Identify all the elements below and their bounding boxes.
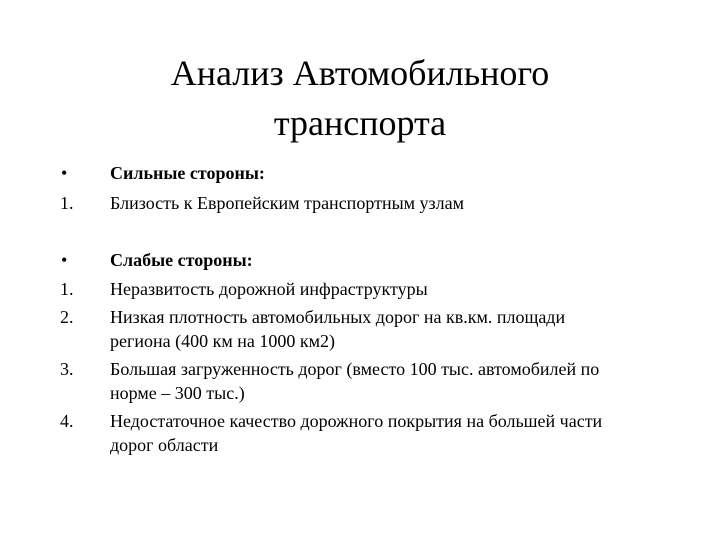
slide-title-line-2: транспорта [273,103,447,143]
strengths-heading: Сильные стороны: [110,163,265,183]
list-item-text: Близость к Европейским транспортным узлам [110,193,465,213]
list-number: 1. [60,279,74,299]
list-item-text: Низкая плотность автомобильных дорог на кв.км. площади [110,307,566,327]
list-item-text: региона (400 км на 1000 км2) [110,331,336,351]
bullet-marker: • [61,250,68,270]
list-item-text: Недостаточное качество дорожного покрытия на большей части [110,411,603,431]
weaknesses-heading: Слабые стороны: [110,250,253,270]
list-number: 2. [60,307,74,327]
list-number: 4. [60,411,74,431]
list-item-text: норме – 300 тыс.) [110,383,245,403]
slide-title [150,48,570,148]
list-item-text: Неразвитость дорожной инфраструктуры [110,279,428,299]
list-number: 3. [60,359,74,379]
list-item-text: Большая загруженность дорог (вместо 100 тыс. автомобилей по [110,359,600,379]
list-item-text: дорог области [110,435,219,455]
bullet-marker: • [61,163,68,183]
list-number: 1. [60,193,74,213]
slide-title-line-1: Анализ Автомобильного [170,53,550,93]
